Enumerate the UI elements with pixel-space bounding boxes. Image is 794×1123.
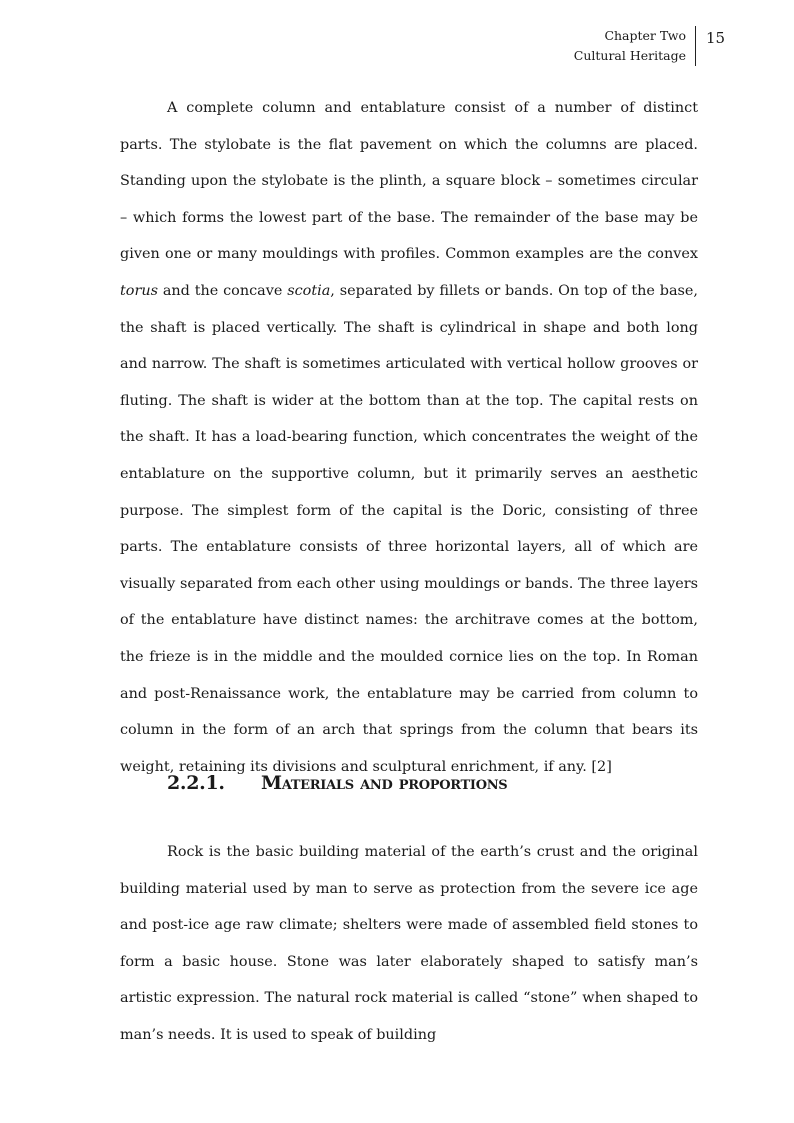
italic-term: torus — [120, 282, 158, 299]
paragraph-text: , separated by fillets or bands. On top of the base, the shaft is placed vertically. The shaft is cylindrical in shape and both long and narrow. The shaft is sometimes articulated with vertical hollow grooves or fluting. The shaft is wider at the bottom than at the top. The capital rests on the shaft. It has a load-bearing function, which concentrates the weight of the entablature on the supportive column, but it primarily serves an aesthetic purpose. The simplest form of the capital is the Doric, consisting of three parts. The entablature consists of three horizontal layers, all of which are visually separated from each other using mouldings or bands. The three layers of the entablature have distinct names: the architrave comes at the bottom, the frieze is in the middle and the moulded cornice lies on the top. In Roman and post-Renaissance work, the entablature may be carried from column to column in the form of an arch that springs from the column that bears its weight, retaining its divisions and sculptural enrichment, if any. [2] — [120, 282, 698, 775]
body-paragraph — [120, 834, 698, 1054]
running-header — [574, 26, 696, 66]
section-number: 2.2.1. — [167, 772, 225, 794]
paragraph-text: and the concave — [157, 282, 288, 299]
section-title: Materials and proportions — [261, 772, 508, 794]
italic-term: scotia — [287, 282, 331, 299]
page-number: 15 — [706, 29, 726, 47]
section-label: Cultural Heritage — [573, 48, 686, 63]
chapter-label: Chapter Two — [604, 28, 686, 43]
paragraph-text: Rock is the basic building material of the earth’s crust and the original building material used by man to serve as protection from the severe ice age and post-ice age raw climate; shelters were made of assembled field stones to form a basic house. Stone was later elaborately shaped to satisfy man’s artistic expression. The natural rock material is called “stone” when shaped to man’s needs. It is used to speak of building — [120, 844, 698, 1043]
section-heading — [167, 768, 507, 798]
paragraph-text: A complete column and entablature consist of a number of distinct parts. The stylobate is the flat pavement on which the columns are placed. Standing upon the stylobate is the plinth, a square block – sometimes circular – which forms the lowest part of the base. The remainder of the base may be given one or many mouldings with profiles. Common examples are the convex — [120, 100, 698, 263]
body-paragraph — [120, 90, 698, 785]
